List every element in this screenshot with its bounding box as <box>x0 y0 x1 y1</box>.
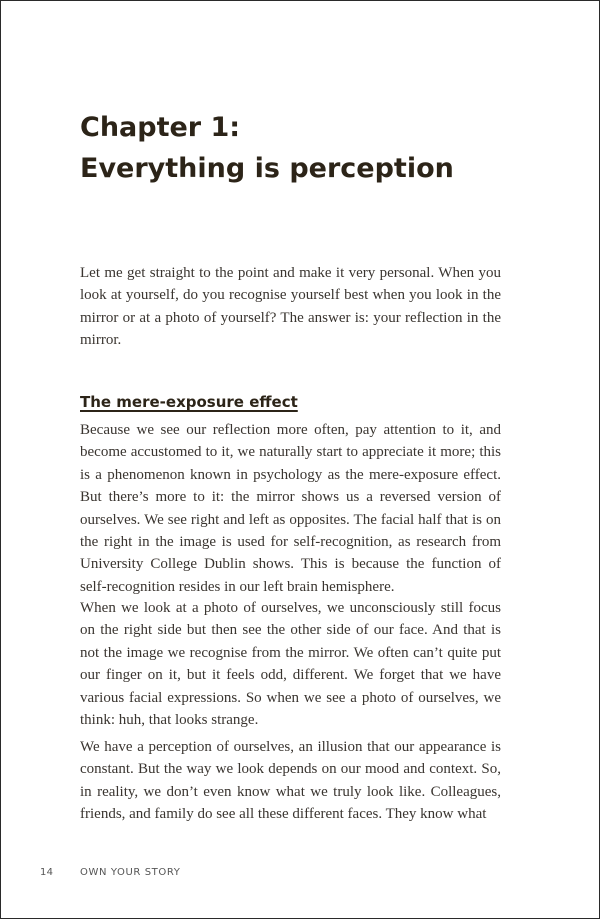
section-heading: The mere-exposure effect <box>80 393 298 412</box>
body-paragraph: Because we see our reflection more often, pay attention to it, and become accustomed to it, we naturally start to appreciate it more; this is a phenomenon known in psychology as the mere-exposure effect. But there’s more to it: the mirror shows us a reversed version of ourselves. We see right and left as opposites. The facial half that is on the right in the image is used for self-recognition, as research from University College Dublin shows. This is because the function of self-recognition resides in our left brain hemisphere. <box>80 422 501 595</box>
page-number: 14 <box>40 867 54 878</box>
body-paragraph: We have a perception of ourselves, an illusion that our appearance is constant. But the way we look depends on our mood and context. So, in reality, we don’t even know what we truly look like. Colleagues, friends, and family do see all these different faces. They know what <box>80 739 501 823</box>
chapter-title <box>80 107 540 189</box>
running-title: OWN YOUR STORY <box>80 867 181 878</box>
chapter-title-line-1: Chapter 1: <box>80 112 241 144</box>
intro-paragraph: Let me get straight to the point and make it very personal. When you look at yourself, do you recognise yourself best when you look in the mirror or at a photo of yourself? The answer is: your reflection in the mirror. <box>80 265 501 349</box>
body-paragraph: When we look at a photo of ourselves, we unconsciously still focus on the right side but then see the other side of our face. And that is not the image we recognise from the mirror. We often can’t quite put our finger on it, but it feels odd, different. We forget that we have various facial expressions. So when we see a photo of ourselves, we think: huh, that looks strange. <box>80 600 501 729</box>
chapter-title-line-2: Everything is perception <box>80 153 454 185</box>
